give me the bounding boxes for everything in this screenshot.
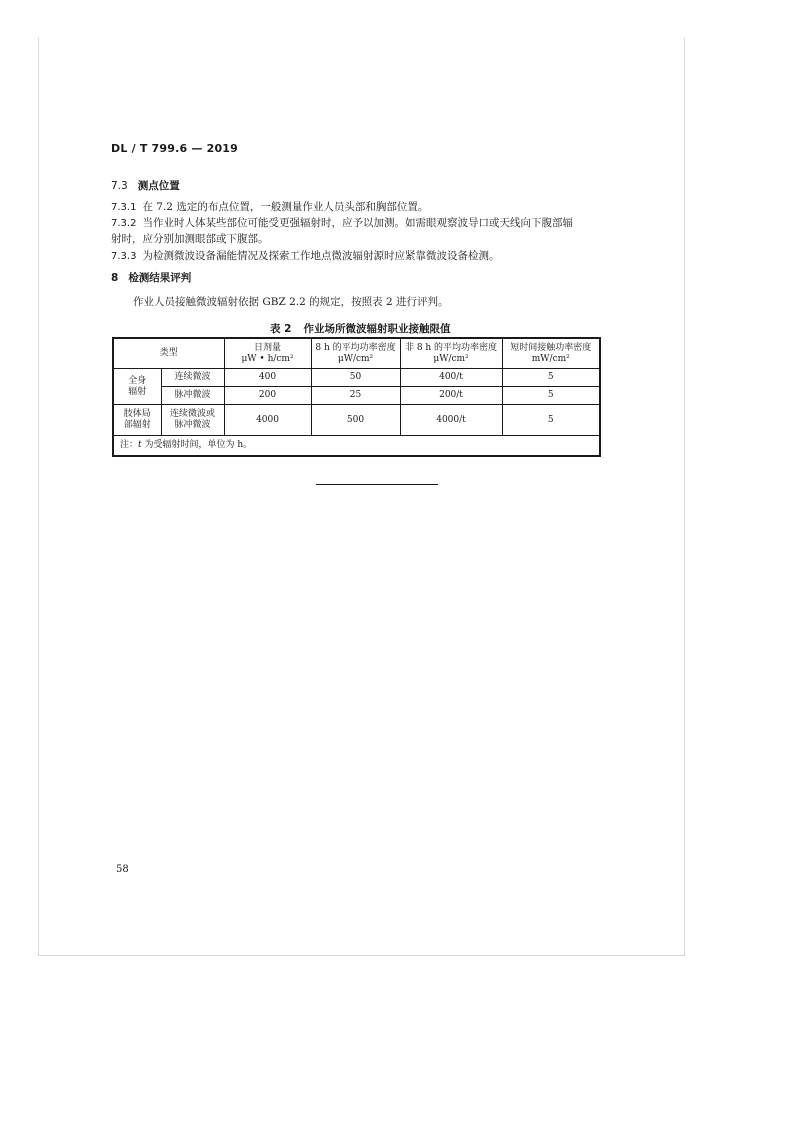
group-label-line: 全身 (128, 375, 147, 386)
header-label: 日剂量 (254, 342, 282, 353)
subtype-cell (161, 405, 224, 436)
page-border-right (684, 38, 685, 956)
avg-non-8h-cell: 400/t (400, 369, 502, 387)
table-header-row (113, 338, 600, 369)
table-row (113, 405, 600, 436)
section-8-intro: 作业人员接触微波辐射依据 GBZ 2.2 的规定，按照表 2 进行评判。 (133, 296, 449, 308)
clause-7-3-3 (111, 248, 499, 263)
header-label: 短时间接触功率密度 (510, 342, 592, 353)
header-avg-8h (311, 338, 400, 369)
avg-non-8h-cell: 4000/t (400, 405, 502, 436)
page-border-left (38, 38, 39, 956)
header-avg-non-8h (400, 338, 502, 369)
table-title: 作业场所微波辐射职业接触限值 (303, 323, 451, 335)
page-number: 58 (116, 864, 129, 875)
clause-text: 为检测微波设备漏能情况及探索工作地点微波辐射源时应紧靠微波设备检测。 (142, 250, 500, 262)
subtype-cell: 连续微波 (161, 369, 224, 387)
group-whole-body (113, 369, 161, 405)
table-number: 表 2 (270, 323, 292, 335)
clause-7-3-2 (111, 215, 573, 230)
header-unit: μW/cm² (337, 353, 374, 364)
avg-8h-cell: 50 (311, 369, 400, 387)
header-label: 8 h 的平均功率密度 (315, 342, 396, 353)
clause-7-3-2-continuation: 射时，应分别加测眼部或下腹部。 (111, 233, 269, 245)
standard-code: DL / T 799.6 — 2019 (111, 142, 239, 155)
daily-dose-cell: 4000 (224, 405, 311, 436)
short-term-cell: 5 (502, 405, 600, 436)
group-label-line: 辐射 (128, 386, 147, 397)
note-variable: t (138, 440, 142, 450)
header-unit: μW/cm² (433, 353, 469, 364)
group-label-line: 肢体局 (123, 409, 151, 419)
subtype-line: 连续微波或 (170, 409, 216, 419)
end-of-section-rule (316, 484, 438, 485)
exposure-limits-table (112, 337, 601, 457)
header-label: 非 8 h 的平均功率密度 (404, 342, 498, 353)
short-term-cell: 5 (502, 369, 600, 387)
section-number: 7.3 (111, 180, 128, 192)
clause-text: 在 7.2 选定的布点位置，一般测量作业人员头部和胸部位置。 (142, 201, 429, 213)
table-caption (0, 321, 793, 336)
section-title: 检测结果评判 (128, 272, 192, 284)
header-unit: μW • h/cm² (241, 353, 294, 364)
table-note (113, 436, 600, 457)
section-heading-8 (111, 270, 191, 285)
group-label-line: 部辐射 (123, 420, 151, 430)
table-row (113, 369, 600, 387)
clause-number: 7.3.1 (111, 202, 137, 213)
header-type: 类型 (113, 338, 224, 369)
clause-number: 7.3.2 (111, 218, 137, 229)
header-unit: mW/cm² (531, 353, 570, 364)
avg-non-8h-cell: 200/t (400, 387, 502, 405)
subtype-cell: 脉冲微波 (161, 387, 224, 405)
table-row (113, 387, 600, 405)
subtype-line: 脉冲微波 (174, 420, 211, 430)
clause-7-3-1 (111, 199, 428, 214)
daily-dose-cell: 200 (224, 387, 311, 405)
header-short-term (502, 338, 600, 369)
table-note-row (113, 436, 600, 457)
section-heading-7-3 (111, 178, 180, 193)
short-term-cell: 5 (502, 387, 600, 405)
group-limb-local (113, 405, 161, 436)
avg-8h-cell: 500 (311, 405, 400, 436)
clause-number: 7.3.3 (111, 251, 137, 262)
note-text: 为受辐射时间，单位为 h。 (144, 440, 253, 450)
daily-dose-cell: 400 (224, 369, 311, 387)
clause-text: 当作业时人体某些部位可能受更强辐射时，应予以加测。如需眼观察波导口或天线向下腹部辐 (142, 217, 573, 229)
page-border-bottom (38, 955, 685, 956)
section-number: 8 (111, 272, 119, 284)
avg-8h-cell: 25 (311, 387, 400, 405)
section-title: 测点位置 (137, 180, 180, 192)
note-label: 注： (120, 440, 139, 450)
header-daily-dose (224, 338, 311, 369)
